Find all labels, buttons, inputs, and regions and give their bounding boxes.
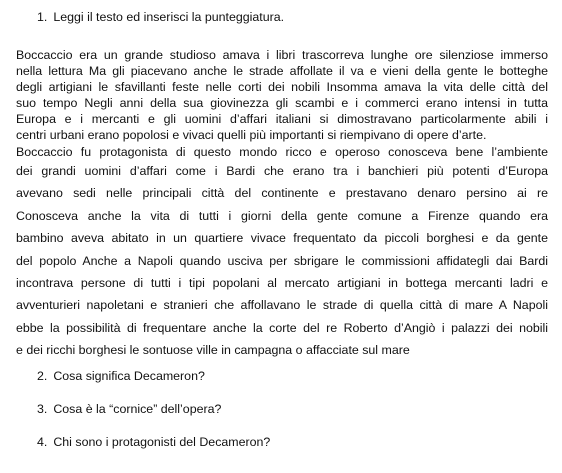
passage-line: Boccaccio fu protagonista di questo mondo ricco e operoso conosceva bene l’ambiente bbox=[16, 145, 548, 159]
passage-paragraph-1 bbox=[16, 47, 548, 144]
passage-line: incontrava persone di tutti i tipi popolani al mercato artigiani in bottega mercanti ladri e bbox=[16, 276, 548, 291]
passage-line: suo tempo Negli anni della sua giovinezza gli scambi e i commerci erano intensi in tutta bbox=[16, 96, 548, 111]
question-text: Chi sono i protagonisti del Decameron? bbox=[53, 435, 271, 449]
passage-line: avventurieri napoletani e stranieri che affollavano le strade di quella città di mare A Napoli bbox=[16, 298, 548, 313]
passage-line: dei grandi uomini d’affari come i Bardi che erano tra i banchieri più potenti d’Europa bbox=[16, 164, 548, 179]
question-text: Cosa significa Decameron? bbox=[53, 369, 205, 383]
question-text: Leggi il testo ed inserisci la punteggiatura. bbox=[53, 10, 285, 24]
passage-line: e dei ricchi borghesi le sontuose ville in campagna o affacciate sul mare bbox=[16, 343, 410, 358]
passage-line: avevano sedi nelle principali città del continente e prestavano denaro persino ai re bbox=[16, 186, 548, 201]
passage-line: degli artigiani le sfavillanti feste nelle corti dei nobili Insomma amava la vita delle città del bbox=[16, 80, 548, 95]
passage-line: centri urbani erano popolosi e vivaci quelli più importanti si riempivano di opere d’arte. bbox=[16, 128, 487, 143]
passage-line: nella lettura Ma gli piacevano anche le strade affollate il va e vieni della gente le botteghe bbox=[16, 64, 548, 79]
question-text: Cosa è la “cornice” dell’opera? bbox=[53, 402, 222, 416]
question-1 bbox=[37, 10, 284, 24]
question-number: 3. bbox=[37, 402, 48, 416]
passage-line: del popolo Anche a Napoli quando usciva per sbrigare le commissioni affidategli dai Bardi bbox=[16, 253, 548, 268]
question-3 bbox=[37, 402, 221, 416]
passage-line: bambino aveva abitato in un quartiere vivace frequentato da piccoli borghesi e da gente bbox=[16, 231, 548, 246]
question-number: 4. bbox=[37, 435, 48, 449]
passage-line: ebbe la possibilità di frequentare anche la corte del re Roberto d’Angiò i palazzi dei nobili bbox=[16, 320, 548, 335]
question-4 bbox=[37, 435, 270, 449]
question-number: 2. bbox=[37, 369, 48, 383]
passage-line: Conosceva anche la vita di tutti i giorni della gente comune a Firenze quando era bbox=[16, 208, 548, 223]
passage-paragraph-2 bbox=[16, 144, 548, 362]
question-number: 1. bbox=[37, 10, 48, 24]
question-2 bbox=[37, 369, 205, 383]
passage-line: Boccaccio era un grande studioso amava i libri trascorreva lunghe ore silenziose immerso bbox=[16, 48, 548, 62]
passage-line: Europa e i mercanti e gli uomini d’affari italiani si dimostravano particolarmente abili i bbox=[16, 112, 548, 127]
